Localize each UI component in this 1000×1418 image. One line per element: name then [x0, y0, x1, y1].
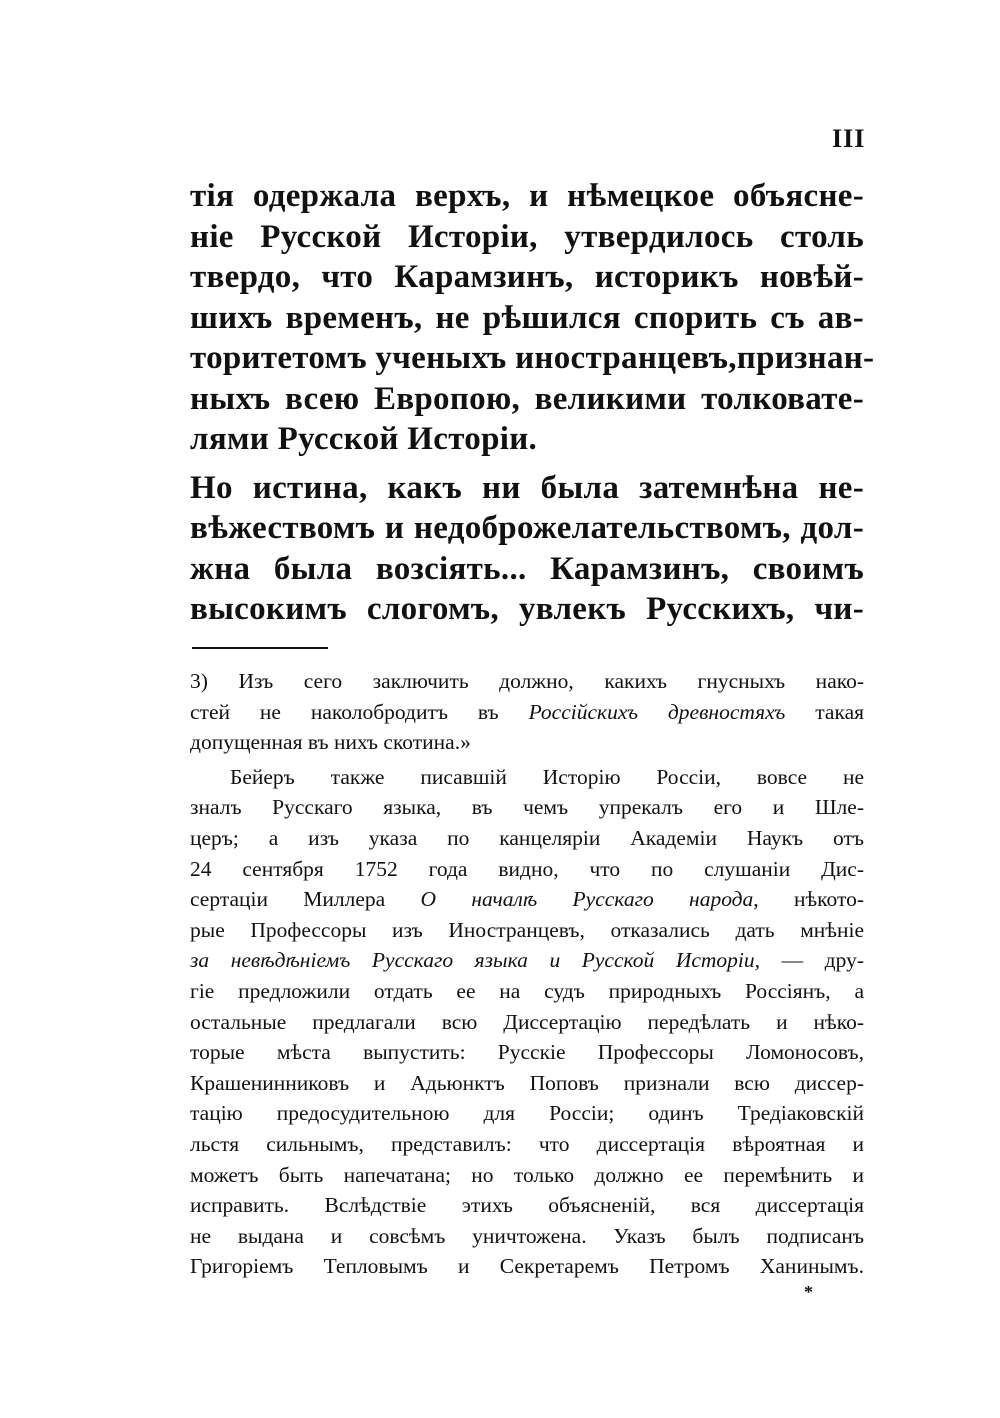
main-body-text: [190, 176, 875, 630]
footnote-line: допущенная въ нихъ скотина.»: [190, 730, 471, 755]
footnote-separator-rule: [192, 647, 328, 649]
footnote-line: торые мѣста выпустить: Русскіе Профессоры Ломоносовъ,: [190, 1040, 864, 1065]
footnote-line: не выдана и совсѣмъ уничтожена. Указъ былъ подписанъ: [190, 1223, 864, 1248]
footnote-text: — дру-: [760, 948, 864, 973]
body-line: твердо, что Карамзинъ, историкъ новѣй-: [190, 259, 864, 295]
footnote-text: сертаціи Миллера: [190, 887, 421, 912]
footnote-line: остальные предлагали всю Диссертацію передѣлать и нѣко-: [190, 1009, 864, 1034]
body-line: жна была возсіять... Карамзинъ, своимъ: [190, 550, 864, 587]
paragraph-gap: [190, 460, 864, 468]
footnote-line: церъ; а изъ указа по канцеляріи Академіи Наукъ отъ: [190, 825, 864, 850]
body-line: тія одержала верхъ, и нѣмецкое объясне-: [190, 178, 864, 214]
body-line: ныхъ всею Европою, великими толковате-: [190, 380, 864, 417]
footnote-italic-text: Россійскихъ древностяхъ: [528, 699, 786, 724]
footnote-line: [190, 697, 864, 728]
footnote-line: гіе предложили отдать ее на судъ природныхъ Россіянъ, а: [190, 978, 864, 1003]
footnote-line: Григоріемъ Тепловымъ и Секретаремъ Петромъ Ханинымъ.: [190, 1254, 864, 1279]
footnote-line: исправить. Вслѣдствіе этихъ объясненій, вся диссертація: [190, 1193, 864, 1218]
footnote-text: , нѣкото-: [753, 887, 865, 912]
footnote-line: Бейеръ также писавшій Исторію Россіи, вовсе не: [230, 764, 864, 789]
footnote-line: [190, 945, 864, 976]
body-line: шихъ временъ, не рѣшился спорить съ ав-: [190, 299, 864, 336]
footnote-line: рые Профессоры изъ Иностранцевъ, отказались дать мнѣніе: [190, 917, 864, 942]
body-line: вѣжествомъ и недоброжелательствомъ, дол-: [190, 510, 864, 546]
footnote-line: [190, 884, 864, 915]
body-line: ніе Русской Исторіи, утвердилось столь: [190, 218, 864, 255]
body-line: лями Русской Исторіи.: [190, 421, 538, 457]
footnotes: [190, 666, 864, 1282]
footnote-line: 24 сентября 1752 года видно, что по слушаніи Дис-: [190, 856, 864, 881]
body-line: высокимъ слогомъ, увлекъ Русскихъ, чи-: [190, 591, 864, 627]
body-line: торитетомъ ученыхъ иностранцевъ,признан-: [190, 340, 875, 376]
page-number: III: [832, 124, 866, 153]
footnote-line: льстя сильнымъ, представилъ: что диссертація вѣроятная и: [190, 1131, 864, 1156]
footnote-text: такая: [785, 699, 864, 724]
body-line: Но истина, какъ ни была затемнѣна не-: [190, 469, 864, 506]
footnote-italic-text: за невѣдѣніемъ Русскаго языка и Русской Исторіи,: [190, 948, 761, 973]
footnote-italic-text: О началѣ Русскаго народа: [420, 887, 754, 912]
footnote-text: стей не наколобродитъ въ: [190, 699, 529, 724]
footnote-line: можетъ быть напечатана; но только должно ее перемѣнить и: [190, 1162, 864, 1187]
footnote-line: зналъ Русскаго языка, въ чемъ упрекалъ его и Шле-: [190, 795, 864, 820]
footnote-line: тацію предосудительною для Россіи; одинъ Тредіаковскій: [190, 1101, 864, 1126]
footnote-line: 3) Изъ сего заключить должно, какихъ гнусныхъ нако-: [190, 669, 864, 693]
end-asterisk: *: [804, 1282, 813, 1302]
footnote-line: Крашенинниковъ и Адьюнктъ Поповъ признали всю диссер-: [190, 1070, 864, 1095]
